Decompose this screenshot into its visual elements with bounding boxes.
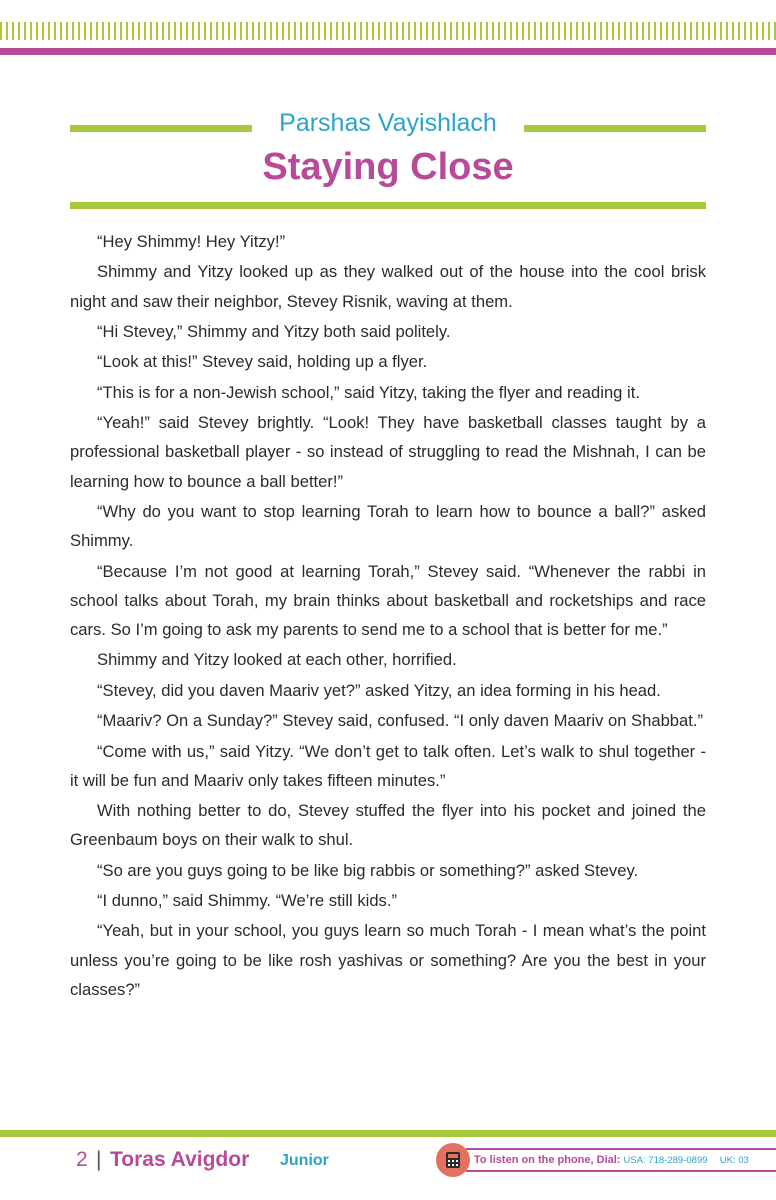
story-paragraph: Shimmy and Yitzy looked up as they walked out of the house into the cool brisk night and saw their neighbor, Stevey Risnik, waving at them. [70,262,706,311]
story-paragraph: “Maariv? On a Sunday?” Stevey said, confused. “I only daven Maariv on Shabbat.” [97,711,703,731]
story-paragraph: With nothing better to do, Stevey stuffed the flyer into his pocket and joined the Greenbaum boys on their walk to shul. [70,801,706,850]
story-title: Staying Close [262,146,514,188]
story-paragraph: “Stevey, did you daven Maariv yet?” asked Yitzy, an idea forming in his head. [97,680,661,700]
phone-dial-info [474,1152,749,1169]
page-number: 2 [76,1148,88,1171]
story-paragraph: “Look at this!” Stevey said, holding up a flyer. [97,352,428,372]
top-decorative-ticks [0,22,776,40]
phone-label: To listen on the phone, Dial: [474,1154,621,1166]
story-paragraph: Shimmy and Yitzy looked at each other, horrified. [97,650,457,670]
phone-usa: USA: 718-289-0899 [623,1155,708,1166]
header-rule-bottom [70,202,706,209]
brand-subtitle: Junior [280,1152,329,1169]
story-paragraph: “Because I’m not good at learning Torah,” Stevey said. “Whenever the rabbi in school talks about Torah, my brain thinks about basketball and rocketships and race cars. So I’m going to ask my parents to send me to a school that is better for me.” [70,561,706,639]
parsha-subtitle: Parshas Vayishlach [279,109,497,137]
story-paragraph: “Hi Stevey,” Shimmy and Yitzy both said politely. [97,321,451,341]
telephone-icon [436,1143,470,1177]
footer-border-bar [0,1130,776,1137]
story-paragraph: “So are you guys going to be like big rabbis or something?” asked Stevey. [97,860,639,880]
phone-uk: UK: 03 [719,1155,749,1166]
header-rule-left [70,125,252,132]
story-paragraph: “I dunno,” said Shimmy. “We’re still kids.” [97,891,397,911]
story-paragraph: “Come with us,” said Yitzy. “We don’t get to talk often. Let’s walk to shul together - it will be fun and Maariv only takes fifteen minutes.” [70,741,706,790]
brand-name: Toras Avigdor [110,1148,250,1171]
story-paragraph: “Why do you want to stop learning Torah to learn how to bounce a ball?” asked Shimmy. [70,501,706,551]
story-paragraph: “This is for a non-Jewish school,” said Yitzy, taking the flyer and reading it. [97,382,640,402]
story-body [70,227,706,1005]
story-paragraph: “Hey Shimmy! Hey Yitzy!” [97,232,286,251]
top-border-bar [0,48,776,55]
story-paragraph: “Yeah, but in your school, you guys learn so much Torah - I mean what’s the point unless you’re going to be like rosh yashivas or something? Are you the best in your classes?” [70,921,706,999]
story-paragraph: “Yeah!” said Stevey brightly. “Look! They have basketball classes taught by a professional basketball player - so instead of struggling to read the Mishnah, I can be learning how to bounce a ball better!” [70,413,706,491]
footer-separator: | [96,1148,102,1171]
header-rule-right [524,125,706,132]
